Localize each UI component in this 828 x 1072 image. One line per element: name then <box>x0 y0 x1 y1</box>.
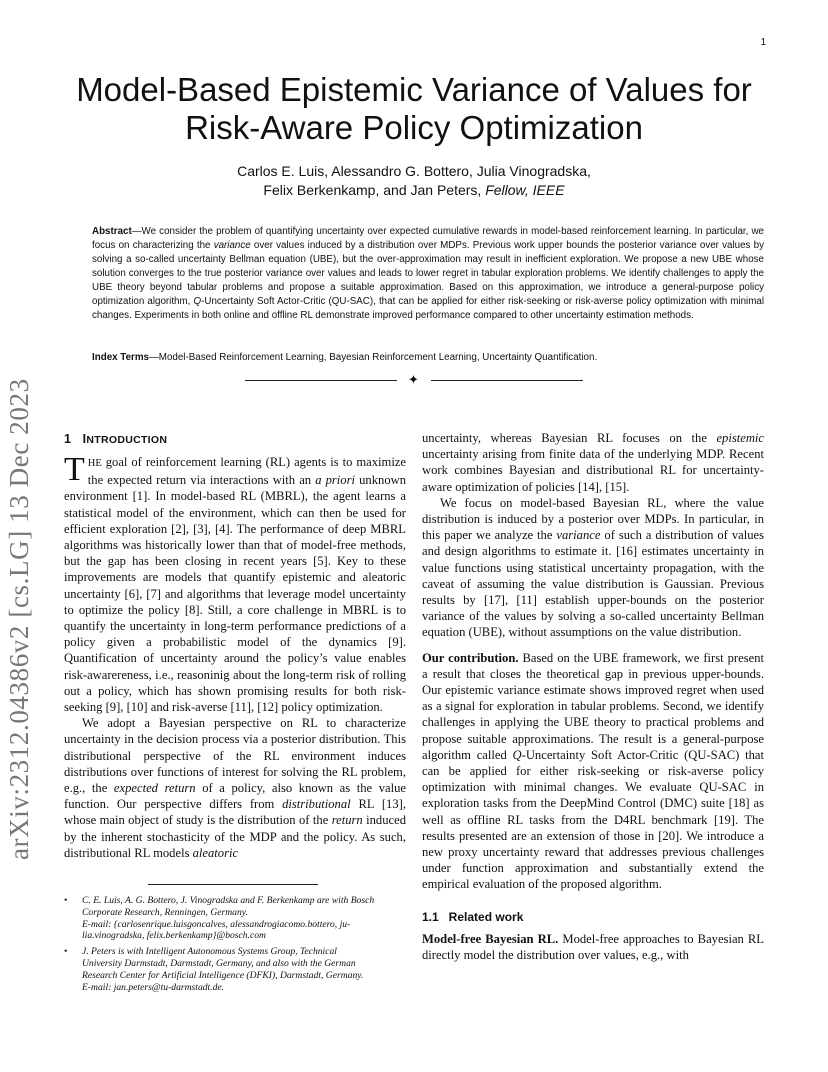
author-fellow-title: Fellow, IEEE <box>485 182 565 198</box>
author-list <box>64 162 764 200</box>
title-line-2: Risk-Aware Policy Optimization <box>185 109 643 146</box>
right-column <box>422 430 764 963</box>
index-terms: Index Terms—Model-Based Reinforcement Learning, Bayesian Reinforcement Learning, Uncertainty Quantification. <box>92 352 598 363</box>
abstract: Abstract—We consider the problem of quantifying uncertainty over expected cumulative rewards in model-based reinforcement learning. In particular, we focus on characterizing the variance over values induced by a distribution over MDPs. Previous work upper bounds the posterior variance over values by solving a so-called uncertainty Bellman equation (UBE), but the over-approximation may result in inefficient exploration. We propose a new UBE whose solution converges to the true posterior variance over values and leads to lower regret in tabular exploration problems. We identify challenges to apply the UBE theory beyond tabular problems and propose a suitable approximation. Based on this approximation, we introduce a general-purpose policy optimization algorithm, Q-Uncertainty Soft Actor-Critic (QU-SAC), that can be applied for either risk-seeking or risk-averse policy optimization with minimal changes. Experiments in both online and offline RL demonstrate improved performance compared to other uncertainty estimation methods. <box>92 226 765 321</box>
divider-ornament-icon: ✦ <box>408 372 419 387</box>
bullet-icon: • <box>64 946 68 958</box>
index-terms-label: Index Terms <box>92 352 149 363</box>
abstract-label: Abstract <box>92 226 132 237</box>
arxiv-identifier-stamp: arXiv:2312.04386v2 [cs.LG] 13 Dec 2023 <box>4 378 34 860</box>
intro-paragraph-1: THE goal of reinforcement learning (RL) agents is to maximize the expected return via interactions with an a priori unknown environment [1]. In model-based RL (MBRL), the agent learns a statistical model of the environment, which can then be used for efficient exploration [2], [3], [4]. The performance of deep MBRL algorithms was historically lower than that of model-free methods, but the gap has been closing in recent years [5]. Key to these improvements are models that quantify epistemic and aleatoric uncertainty [6], [7] and algorithms that leverage model uncertainty to optimize the policy [8]. Still, a core challenge in MBRL is to quantify the uncertainty in long-term performance predictions of a policy given a probabilistic model of the dynamics [9]. Quantification of uncertainty around the policy’s value enables risk-awarereness, i.e., reasoninig about the long-term risk of rolling out a policy, which has shown promising results for both risk-seeking [9], [10] and risk-averse [11], [12] policy optimization. <box>64 451 407 715</box>
page-number: 1 <box>760 37 766 48</box>
authors-line-2: Felix Berkenkamp, and Jan Peters, Fellow, IEEE <box>263 182 565 198</box>
footnote-rule <box>148 884 318 885</box>
section-heading-introduction: 1 INTRODUCTION <box>64 432 168 446</box>
divider-line-left <box>245 380 397 381</box>
intro-paragraph-3: uncertainty, whereas Bayesian RL focuses on the epistemic uncertainty arising from finite data of the underlying MDP. Recent work combines Bayesian and distributional RL for uncertainty-aware optimization of policies [14], [15]. <box>422 431 764 494</box>
divider-line-right <box>431 380 583 381</box>
title-line-1: Model-Based Epistemic Variance of Values for <box>76 71 752 108</box>
authors-line-1: Carlos E. Luis, Alessandro G. Bottero, Julia Vinogradska, <box>237 163 591 179</box>
left-column <box>64 451 407 861</box>
subsection-heading-related-work: 1.1 Related work <box>422 909 524 924</box>
paper-title <box>64 71 764 147</box>
intro-paragraph-2: We adopt a Bayesian perspective on RL to characterize uncertainty in the decision process via a posterior distribution. This distributional perspective of the RL environment induces distributions over functions of interest for solving the RL problem, e.g., the expected return of a policy, also known as the value function. Our perspective differs from distributional RL [13], whose main object of study is the distribution of the return induced by the inherent stochasticity of the MDP and the policy. As such, distributional RL models aleatoric <box>64 716 407 860</box>
section-divider <box>245 372 585 387</box>
drop-cap: T <box>64 451 85 488</box>
affiliation-footnotes <box>64 895 406 997</box>
footnote-tu-darmstadt: • J. Peters is with Intelligent Autonomous Systems Group, Technical University Darmstadt, Darmstadt, Germany, and also with the German Research Center for Artificial Intelligence (DFKI), Darmstadt, Germany. E-mail: jan.peters@tu-darmstadt.de. <box>64 946 364 993</box>
intro-paragraph-4: We focus on model-based Bayesian RL, where the value distribution is induced by a posterior over MDPs. In particular, in this paper we analyze the variance of such a distribution of values and design algorithms to estimate it. [16] estimates uncertainty in value functions using statistical uncertainty propagation, with the caveat of assuming the value distribution is Gaussian. Previous results by [17], [11] establish upper-bounds on the posterior variance of the values by solving a so-called uncertainty Bellman equation (UBE), without assumptions on the value distribution. <box>422 495 764 640</box>
bullet-icon: • <box>64 895 68 906</box>
related-work-paragraph: Model-free Bayesian RL. Model-free approaches to Bayesian RL directly model the distribution over values, e.g., with <box>422 931 765 963</box>
contribution-paragraph: Our contribution. Based on the UBE framework, we first present a result that closes the theoretical gap in previous upper-bounds. Our epistemic variance estimate shows improved regret when used as a signal for exploration in tabular problems. Second, we identify challenges in applying the UBE theory to practical problems and propose suitable approximations. The result is a general-purpose algorithm called Q-Uncertainty Soft Actor-Critic (QU-SAC) that can be applied for either risk-seeking or risk-averse policy optimization with minimal changes. We evaluate QU-SAC in exploration tasks from the DeepMind Control (DMC) suite [18] as well as offline RL tasks from the D4RL benchmark [19]. The results presented are an extension of those in [20]. We introduce a new proxy uncertainty reward that addresses previous challenges under function approximation and substantially extend the empirical evaluation of the proposed algorithm. <box>422 650 765 892</box>
footnote-bosch: • C. E. Luis, A. G. Bottero, J. Vinogradska and F. Berkenkamp are with Bosch Corporate Research, Renningen, Germany. E-mail: {carlosenrique.luisgoncalves, alessandrogiacomo.bottero, ju- lia.vinogradska, felix.berkenkamp}@bosch.com <box>64 895 375 942</box>
